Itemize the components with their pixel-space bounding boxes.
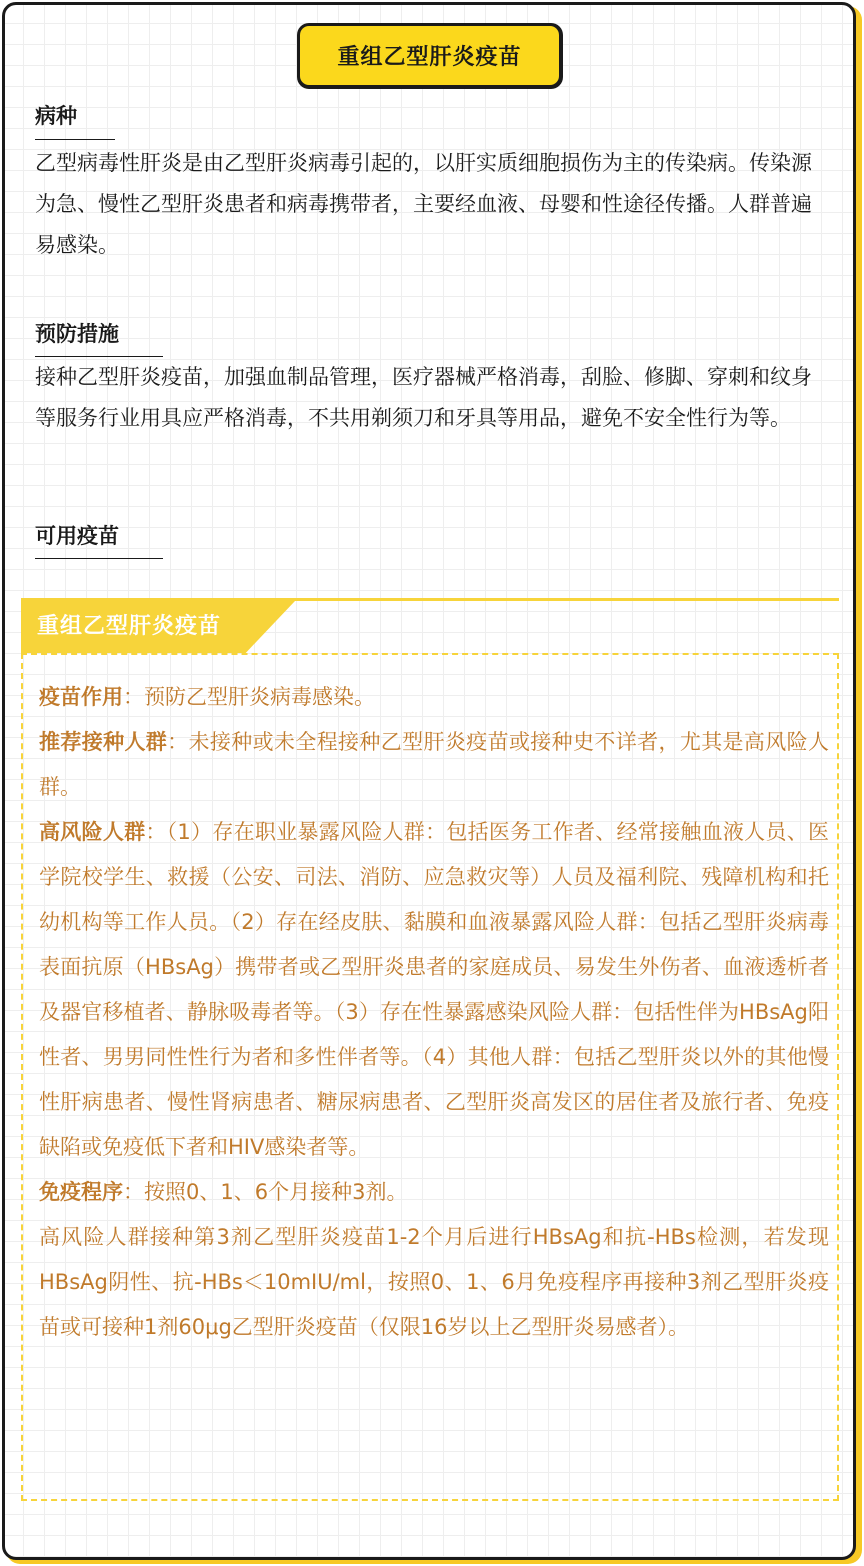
vaccine-tab-label: 重组乙型肝炎疫苗 (37, 614, 222, 639)
title-badge (297, 23, 563, 89)
section-body-disease: 乙型病毒性肝炎是由乙型肝炎病毒引起的，以肝实质细胞损伤为主的传染病。传染源为急、慢性乙型肝炎患者和病毒携带者，主要经血液、母婴和性途径传播。人群普遍易感染。 (35, 151, 812, 257)
effect-label: 疫苗作用 (39, 685, 123, 709)
section-heading-prevention: 预防措施 (35, 322, 119, 346)
section-heading-vaccines: 可用疫苗 (35, 524, 119, 548)
schedule-label: 免疫程序 (39, 1180, 123, 1204)
section-heading-disease: 病种 (35, 104, 77, 128)
effect-text: ：预防乙型肝炎病毒感染。 (123, 685, 375, 709)
vaccine-detail-content (39, 675, 829, 1350)
recommended-label: 推荐接种人群 (39, 730, 168, 754)
vaccine-high-risk (39, 810, 829, 1170)
page-title: 重组乙型肝炎疫苗 (300, 26, 559, 85)
vaccine-followup: 高风险人群接种第3剂乙型肝炎疫苗1-2个月后进行HBsAg和抗-HBs检测，若发现HBsAg阴性、抗-HBs＜10mIU/ml，按照0、1、6月免疫程序再接种3剂乙型肝炎疫苗或可接种1剂60μg乙型肝炎疫苗（仅限16岁以上乙型肝炎易感者）。 (39, 1225, 829, 1339)
section-underline-vaccines (35, 558, 163, 559)
recommended-text: ：未接种或未全程接种乙型肝炎疫苗或接种史不详者，尤其是高风险人群。 (39, 730, 830, 799)
section-underline-disease (35, 139, 115, 140)
info-card (2, 2, 856, 1560)
vaccine-effect (39, 675, 829, 720)
schedule-text: ：按照0、1、6个月接种3剂。 (123, 1180, 408, 1204)
vaccine-recommended (39, 720, 829, 810)
high-risk-label: 高风险人群 (39, 820, 146, 844)
vaccine-divider (21, 598, 839, 601)
vaccine-schedule (39, 1170, 829, 1215)
high-risk-text: ：（1）存在职业暴露风险人群：包括医务工作者、经常接触血液人员、医学院校学生、救援（公安、司法、消防、应急救灾等）人员及福利院、残障机构和托幼机构等工作人员。（2）存在经皮肤、黏膜和血液暴露风险人群：包括乙型肝炎病毒表面抗原（HBsAg）携带者或乙型肝炎患者的家庭成员、易发生外伤者、血液透析者及器官移植者、静脉吸毒者等。（3）存在性暴露感染风险人群：包括性伴为HBsAg阳性者、男男同性性行为者和多性伴者等。（4）其他人群：包括乙型肝炎以外的其他慢性肝病患者、慢性肾病患者、糖尿病患者、乙型肝炎高发区的居住者及旅行者、免疫缺陷或免疫低下者和HIV感染者等。 (39, 820, 830, 1159)
section-body-prevention: 接种乙型肝炎疫苗，加强血制品管理，医疗器械严格消毒，刮脸、修脚、穿刺和纹身等服务行业用具应严格消毒，不共用剃须刀和牙具等用品，避免不安全性行为等。 (35, 365, 812, 430)
